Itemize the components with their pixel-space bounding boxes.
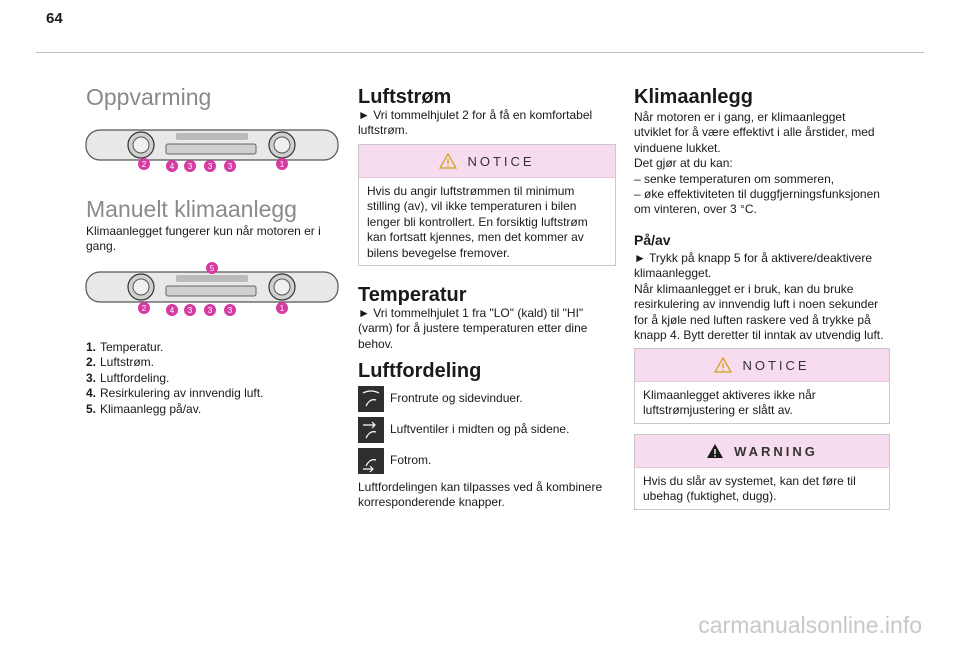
list-item: 3. Luftfordeling. — [86, 370, 170, 385]
svg-text:2: 2 — [141, 304, 147, 313]
heater-control-panel-image — [84, 124, 340, 174]
notice-box-klima — [634, 348, 890, 424]
paav-text-2: Når klimaanlegget er i bruk, kan du bruke resirkulering av innvendig luft i noen sekunder for å kjøle ned luften raskere ved å trykke på knapp 4. Bytt deretter til inntak av utvendig luft. — [634, 282, 884, 343]
notice-box-luftstrom — [358, 144, 616, 266]
list-item: 2. Luftstrøm. — [86, 355, 155, 370]
windscreen-air-icon — [358, 386, 384, 412]
heading-oppvarming: Oppvarming — [86, 84, 212, 110]
list-item: Frontrute og sidevinduer. — [358, 386, 523, 412]
page-number: 64 — [46, 10, 63, 27]
svg-text:3: 3 — [207, 306, 213, 315]
svg-text:4: 4 — [169, 306, 175, 315]
svg-text:3: 3 — [227, 162, 233, 171]
ac-control-panel-image — [84, 262, 340, 318]
svg-text:3: 3 — [207, 162, 213, 171]
face-air-icon — [358, 417, 384, 443]
klima-text-4: – øke effektiviteten til duggfjerningsfunksjonen om vinteren, over 3 °C. — [634, 187, 880, 217]
heading-temperatur: Temperatur — [358, 284, 467, 306]
notice-title: NOTICE — [467, 153, 535, 169]
luftstrom-text: ► Vri tommelhjulet 2 for å få en komfortabel luftstrøm. — [358, 108, 593, 138]
luftfordeling-text: Luftfordelingen kan tilpasses ved å kombinere korresponderende knapper. — [358, 480, 603, 510]
list-item: 5. Klimaanlegg på/av. — [86, 401, 202, 416]
klima-text-1: Når motoren er i gang, er klimaanlegget utviklet for å være effektivt i alle årstider, med vinduene lukket. — [634, 110, 875, 155]
paav-text-1: ► Trykk på knapp 5 for å aktivere/deaktivere klimaanlegget. — [634, 251, 872, 281]
heading-luftfordeling: Luftfordeling — [358, 360, 482, 382]
notice-header — [359, 145, 615, 178]
header-rule — [36, 52, 924, 53]
list-item: Luftventiler i midten og på sidene. — [358, 417, 569, 443]
intro-text: Klimaanlegget fungerer kun når motoren er i gang. — [86, 224, 321, 254]
svg-text:3: 3 — [227, 306, 233, 315]
klima-text-2: Det gjør at du kan: — [634, 156, 733, 170]
component-legend — [86, 340, 326, 417]
svg-text:5: 5 — [209, 264, 215, 273]
svg-text:3: 3 — [187, 162, 193, 171]
foot-air-icon — [358, 448, 384, 474]
heading-paav: På/av — [634, 232, 671, 248]
notice-title: NOTICE — [742, 357, 810, 373]
caution-icon — [714, 357, 732, 373]
warning-title: WARNING — [734, 443, 818, 459]
heading-klimaanlegg: Klimaanlegg — [634, 86, 753, 108]
warning-icon — [706, 443, 724, 459]
svg-text:3: 3 — [187, 306, 193, 315]
temperatur-text: ► Vri tommelhjulet 1 fra "LO" (kald) til "HI" (varm) for å justere temperaturen etter dine behov. — [358, 306, 588, 351]
svg-text:1: 1 — [279, 160, 285, 169]
heading-manuelt-klimaanlegg: Manuelt klimaanlegg — [86, 196, 297, 222]
list-item: Fotrom. — [358, 448, 431, 474]
caution-icon — [439, 153, 457, 169]
heading-luftstrom: Luftstrøm — [358, 86, 452, 108]
svg-text:4: 4 — [169, 162, 175, 171]
warning-box — [634, 434, 890, 510]
warning-header — [635, 435, 889, 468]
klima-text-3: – senke temperaturen om sommeren, — [634, 172, 835, 186]
notice-text: Klimaanlegget aktiveres ikke når luftstrømjustering er slått av. — [643, 388, 816, 418]
notice-text: Hvis du angir luftstrømmen til minimum stilling (av), vil ikke temperaturen i bilen lenger bli kontrollert. En forsiktig luftstrøm kan fortsatt kjennes, men det kommer av bilens bevegelse fremover. — [367, 184, 588, 260]
svg-text:1: 1 — [279, 304, 285, 313]
list-item: 1. Temperatur. — [86, 340, 164, 354]
list-item: 4. Resirkulering av innvendig luft. — [86, 386, 264, 401]
warning-text: Hvis du slår av systemet, kan det føre til ubehag (fuktighet, dugg). — [643, 474, 856, 504]
svg-text:2: 2 — [141, 160, 147, 169]
notice-header — [635, 349, 889, 382]
watermark: carmanualsonline.info — [698, 612, 922, 638]
